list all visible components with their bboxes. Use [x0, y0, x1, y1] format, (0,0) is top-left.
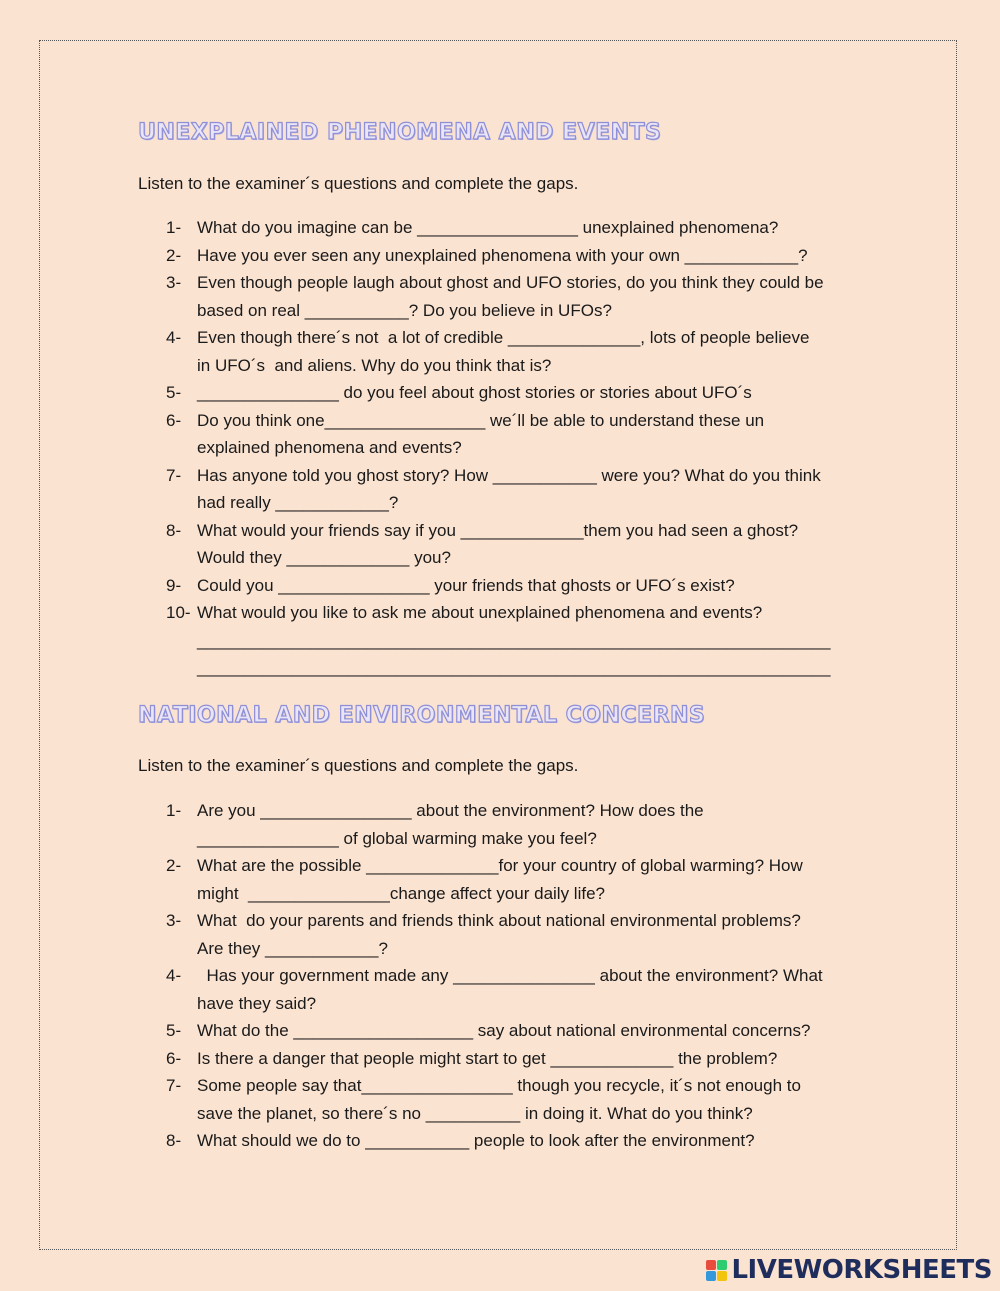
- logo-tile: [717, 1260, 727, 1270]
- logo-tile: [706, 1271, 716, 1281]
- question-text: Are you ________________ about the environment? How does the: [197, 801, 704, 820]
- question-number: 7-: [166, 1076, 182, 1095]
- logo-tile: [706, 1260, 716, 1270]
- question-item: [166, 517, 866, 572]
- question-text: Have you ever seen any unexplained phenomena with your own ____________?: [197, 245, 808, 265]
- question-text: have they said?: [197, 993, 317, 1013]
- question-text: Is there a danger that people might start to get _____________ the problem?: [197, 1048, 778, 1068]
- question-number: 5-: [166, 1021, 182, 1040]
- question-item: [166, 852, 866, 907]
- question-item: [166, 324, 866, 379]
- question-item: [166, 1127, 866, 1155]
- question-text: might _______________change affect your daily life?: [197, 883, 605, 903]
- question-item: [166, 907, 866, 962]
- question-text: What do the ___________________ say about national environmental concerns?: [197, 1021, 811, 1040]
- question-number: 8-: [166, 520, 182, 540]
- question-text: in UFO´s and aliens. Why do you think that is?: [197, 355, 552, 375]
- question-text: Has your government made any _______________ about the environment? What: [197, 966, 823, 985]
- question-item: [166, 962, 866, 1017]
- question-item: [166, 379, 866, 407]
- question-text: Would they _____________ you?: [197, 548, 451, 567]
- question-number: 1-: [166, 218, 182, 237]
- question-number: 5-: [166, 383, 182, 402]
- question-text: Some people say that________________ though you recycle, it´s not enough to: [197, 1076, 801, 1095]
- question-text: Even though people laugh about ghost and UFO stories, do you think they could be: [197, 273, 824, 292]
- liveworksheets-logo-icon: [706, 1260, 727, 1281]
- question-number: 2-: [166, 245, 182, 265]
- question-text: ___________________________________________________________________: [197, 658, 831, 677]
- question-item: [166, 1045, 866, 1073]
- question-text: explained phenomena and events?: [197, 438, 462, 457]
- question-number: 8-: [166, 1131, 182, 1150]
- question-number: 3-: [166, 273, 182, 292]
- section-title-environment: NATIONAL AND ENVIRONMENTAL CONCERNS: [138, 703, 706, 728]
- instruction-environment: Listen to the examiner´s questions and complete the gaps.: [138, 756, 579, 775]
- question-list-environment: [166, 797, 866, 1155]
- question-text: based on real ___________? Do you believe in UFOs?: [197, 300, 612, 320]
- question-item: [166, 1072, 866, 1127]
- question-number: 10-: [166, 603, 191, 622]
- question-item: [166, 797, 866, 852]
- question-item: [166, 269, 866, 324]
- liveworksheets-brand[interactable]: [706, 1255, 992, 1285]
- question-item: [166, 242, 866, 270]
- question-number: 4-: [166, 328, 182, 347]
- question-item: [166, 599, 866, 682]
- question-text: _______________ of global warming make you feel?: [197, 828, 597, 848]
- question-text: What do your parents and friends think about national environmental problems?: [197, 911, 801, 930]
- question-item: [166, 462, 866, 517]
- question-number: 4-: [166, 966, 182, 985]
- question-item: [166, 214, 866, 242]
- logo-tile: [717, 1271, 727, 1281]
- question-text: save the planet, so there´s no __________ in doing it. What do you think?: [197, 1103, 753, 1123]
- question-number: 6-: [166, 1048, 182, 1068]
- question-text: _______________ do you feel about ghost stories or stories about UFO´s: [197, 383, 752, 402]
- question-text: What would your friends say if you _____________them you had seen a ghost?: [197, 520, 799, 540]
- section-title-unexplained: UNEXPLAINED PHENOMENA AND EVENTS: [138, 120, 662, 145]
- question-text: What are the possible ______________for your country of global warming? How: [197, 856, 803, 875]
- question-text: Do you think one_________________ we´ll be able to understand these un: [197, 410, 765, 430]
- question-number: 7-: [166, 465, 182, 485]
- instruction-unexplained: Listen to the examiner´s questions and complete the gaps.: [138, 174, 579, 193]
- question-number: 9-: [166, 575, 182, 595]
- question-text: ___________________________________________________________________: [197, 630, 831, 650]
- question-item: [166, 407, 866, 462]
- question-text: Are they ____________?: [197, 938, 388, 958]
- question-text: Could you ________________ your friends that ghosts or UFO´s exist?: [197, 575, 735, 595]
- question-number: 2-: [166, 856, 182, 875]
- question-text: What do you imagine can be _________________ unexplained phenomena?: [197, 218, 779, 237]
- question-number: 3-: [166, 911, 182, 930]
- question-item: [166, 572, 866, 600]
- question-item: [166, 1017, 866, 1045]
- question-list-unexplained: [166, 214, 866, 682]
- question-number: 1-: [166, 801, 182, 820]
- brand-name: LIVEWORKSHEETS: [731, 1255, 992, 1285]
- question-text: What would you like to ask me about unexplained phenomena and events?: [197, 603, 763, 622]
- question-text: Even though there´s not a lot of credible ______________, lots of people believe: [197, 328, 810, 347]
- question-number: 6-: [166, 410, 182, 430]
- question-text: What should we do to ___________ people to look after the environment?: [197, 1131, 755, 1150]
- question-text: Has anyone told you ghost story? How ___________ were you? What do you think: [197, 465, 821, 485]
- question-text: had really ____________?: [197, 493, 399, 512]
